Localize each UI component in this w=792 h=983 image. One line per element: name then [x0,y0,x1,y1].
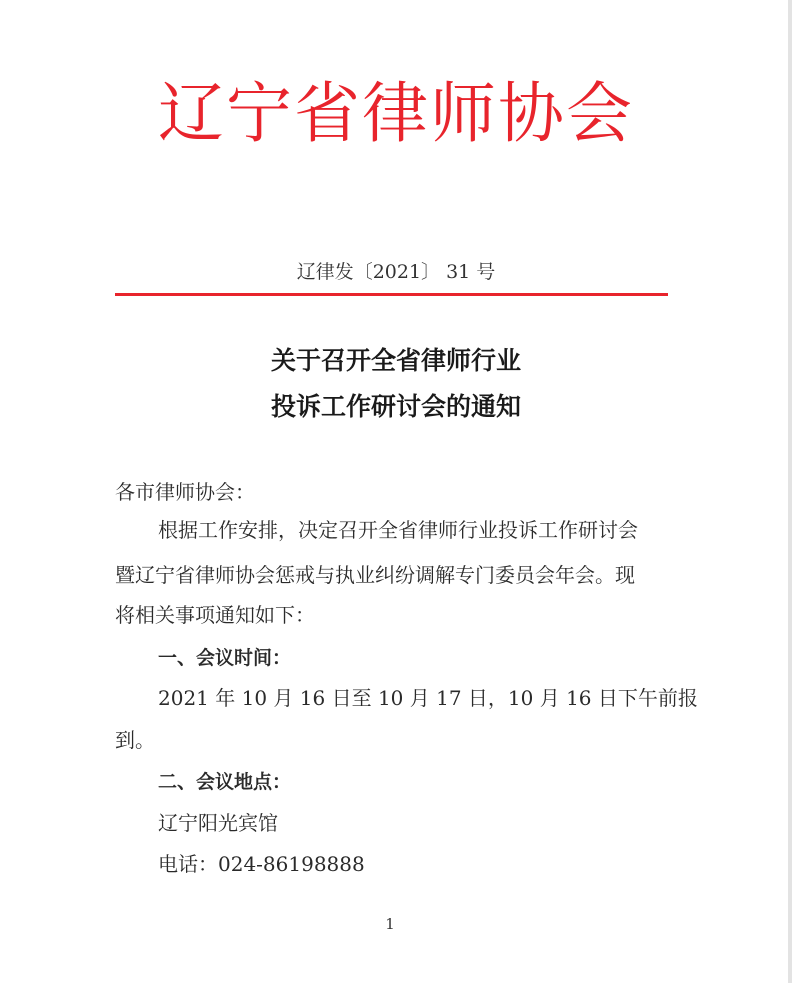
salutation: 各市律师协会： [115,480,255,504]
red-divider-line [115,293,668,296]
venue-name: 辽宁阳光宾馆 [158,811,278,835]
paragraph-line: 将相关事项通知如下： [115,603,315,627]
contact-phone: 电话：024-86198888 [158,852,365,876]
notice-title-line-2: 投诉工作研讨会的通知 [270,392,521,421]
document-number: 辽律发〔2021〕 31 号 [296,261,496,283]
notice-title-line-1: 关于召开全省律师行业 [270,346,521,375]
paragraph-line: 暨辽宁省律师协会惩戒与执业纠纷调解专门委员会年会。现 [115,563,635,587]
paragraph-line: 根据工作安排，决定召开全省律师行业投诉工作研讨会 [158,518,638,542]
section-heading-meeting-location: 二、会议地点： [158,771,292,793]
organization-header-title: 辽宁省律师协会 [158,75,634,152]
meeting-time-line: 到。 [115,728,155,752]
section-heading-meeting-time: 一、会议时间： [158,647,292,669]
meeting-time-line: 2021 年 10 月 16 日至 10 月 17 日，10 月 16 日下午前报 [158,686,698,710]
page-number: 1 [385,915,395,933]
